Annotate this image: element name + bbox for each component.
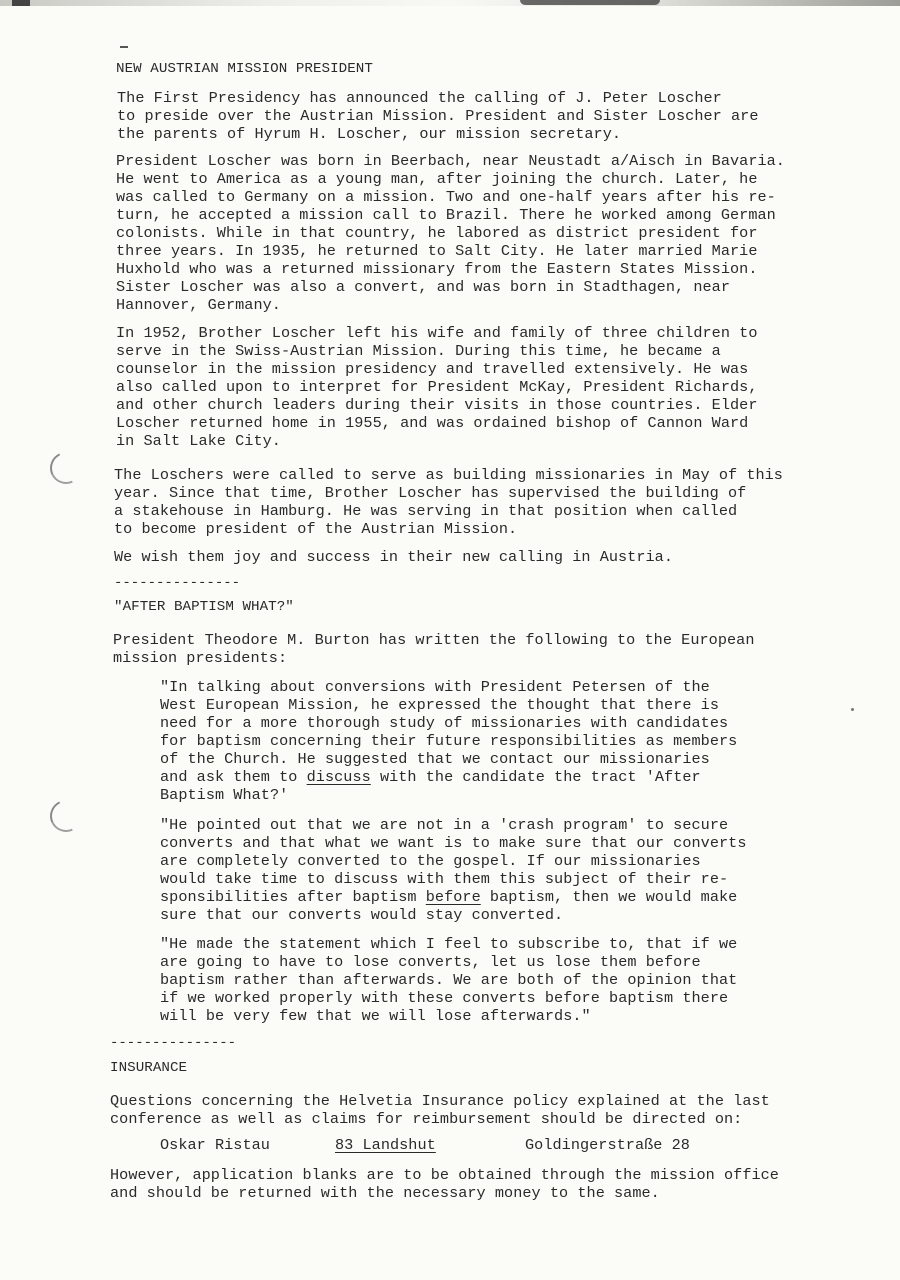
separator-line: --------------- bbox=[110, 1035, 237, 1051]
text-line: Loscher returned home in 1955, and was ordained bishop of Cannon Ward bbox=[116, 414, 749, 432]
text-line: President Theodore M. Burton has written the following to the European bbox=[113, 631, 755, 649]
text-line: are completely converted to the gospel. If our missionaries bbox=[160, 852, 701, 870]
text-line: if we worked properly with these converts before baptism there bbox=[160, 989, 729, 1007]
separator-line: --------------- bbox=[114, 575, 241, 591]
stray-mark bbox=[851, 708, 854, 711]
text-line: mission presidents: bbox=[113, 649, 288, 667]
punch-hole-mark bbox=[45, 795, 86, 836]
text-line: turn, he accepted a mission call to Brazil. There he worked among German bbox=[116, 206, 776, 224]
scan-shadow bbox=[520, 0, 660, 5]
text-line: "In talking about conversions with President Petersen of the bbox=[160, 678, 710, 696]
closing-line: We wish them joy and success in their new calling in Austria. bbox=[114, 548, 674, 566]
text-line: Baptism What?' bbox=[160, 786, 289, 804]
section-heading: INSURANCE bbox=[110, 1060, 188, 1076]
text-line: President Loscher was born in Beerbach, near Neustadt a/Aisch in Bavaria. bbox=[116, 152, 785, 170]
text-line: in Salt Lake City. bbox=[116, 432, 281, 450]
underlined-word: before bbox=[425, 888, 481, 906]
text-segment: and ask them to bbox=[160, 768, 307, 786]
text-line: a stakehouse in Hamburg. He was serving in that position when called bbox=[114, 502, 738, 520]
text-line: also called upon to interpret for President McKay, President Richards, bbox=[116, 378, 758, 396]
text-line: In 1952, Brother Loscher left his wife and family of three children to bbox=[116, 324, 758, 342]
text-line: colonists. While in that country, he labored as district president for bbox=[116, 224, 758, 242]
address-city: 83 Landshut bbox=[335, 1136, 436, 1154]
text-line: to preside over the Austrian Mission. President and Sister Loscher are bbox=[117, 107, 759, 125]
section-heading: NEW AUSTRIAN MISSION PRESIDENT bbox=[116, 61, 373, 77]
text-line: The First Presidency has announced the calling of J. Peter Loscher bbox=[117, 89, 722, 107]
text-line: will be very few that we will lose afterwards." bbox=[160, 1007, 591, 1025]
text-line: converts and that what we want is to make sure that our converts bbox=[160, 834, 747, 852]
text-line bbox=[160, 769, 701, 786]
text-line: and should be returned with the necessary money to the same. bbox=[110, 1184, 660, 1202]
text-line: three years. In 1935, he returned to Salt City. He later married Marie bbox=[116, 242, 758, 260]
text-line: West European Mission, he expressed the thought that there is bbox=[160, 696, 720, 714]
text-line: He went to America as a young man, after joining the church. Later, he bbox=[116, 170, 758, 188]
text-segment: with the candidate the tract 'After bbox=[370, 768, 701, 786]
text-line: was called to Germany on a mission. Two and one-half years after his re- bbox=[116, 188, 776, 206]
text-line: to become president of the Austrian Mission. bbox=[114, 520, 518, 538]
text-line: Huxhold who was a returned missionary from the Eastern States Mission. bbox=[116, 260, 758, 278]
underlined-word: discuss bbox=[306, 768, 371, 786]
scan-top-edge bbox=[0, 0, 900, 6]
text-line: Hannover, Germany. bbox=[116, 296, 281, 314]
text-line: the parents of Hyrum H. Loscher, our mission secretary. bbox=[117, 125, 622, 143]
text-line: The Loschers were called to serve as building missionaries in May of this bbox=[114, 466, 783, 484]
text-line: counselor in the mission presidency and travelled extensively. He was bbox=[116, 360, 749, 378]
text-line: Sister Loscher was also a convert, and was born in Stadthagen, near bbox=[116, 278, 730, 296]
text-line: baptism rather than afterwards. We are both of the opinion that bbox=[160, 971, 738, 989]
text-line: and other church leaders during their visits in those countries. Elder bbox=[116, 396, 758, 414]
address-name: Oskar Ristau bbox=[160, 1136, 270, 1154]
text-line: would take time to discuss with them this subject of their re- bbox=[160, 870, 729, 888]
section-heading: "AFTER BAPTISM WHAT?" bbox=[114, 599, 294, 615]
stray-mark bbox=[120, 46, 128, 48]
text-line: "He pointed out that we are not in a 'crash program' to secure bbox=[160, 816, 729, 834]
punch-hole-mark bbox=[45, 447, 86, 488]
text-line: However, application blanks are to be obtained through the mission office bbox=[110, 1166, 779, 1184]
text-line: conference as well as claims for reimbursement should be directed on: bbox=[110, 1110, 743, 1128]
text-line: "He made the statement which I feel to subscribe to, that if we bbox=[160, 935, 738, 953]
text-line: for baptism concerning their future responsibilities as members bbox=[160, 732, 738, 750]
text-line: need for a more thorough study of missionaries with candidates bbox=[160, 714, 729, 732]
text-line bbox=[160, 889, 737, 906]
scan-corner-mark bbox=[12, 0, 30, 6]
text-line: are going to have to lose converts, let us lose them before bbox=[160, 953, 701, 971]
text-line: of the Church. He suggested that we contact our missionaries bbox=[160, 750, 710, 768]
text-line: Questions concerning the Helvetia Insurance policy explained at the last bbox=[110, 1092, 770, 1110]
text-segment: sponsibilities after baptism bbox=[160, 888, 426, 906]
text-line: serve in the Swiss-Austrian Mission. During this time, he became a bbox=[116, 342, 721, 360]
text-line: sure that our converts would stay converted. bbox=[160, 906, 564, 924]
address-street: Goldingerstraße 28 bbox=[525, 1136, 690, 1154]
text-line: year. Since that time, Brother Loscher has supervised the building of bbox=[114, 484, 747, 502]
text-segment: baptism, then we would make bbox=[480, 888, 738, 906]
